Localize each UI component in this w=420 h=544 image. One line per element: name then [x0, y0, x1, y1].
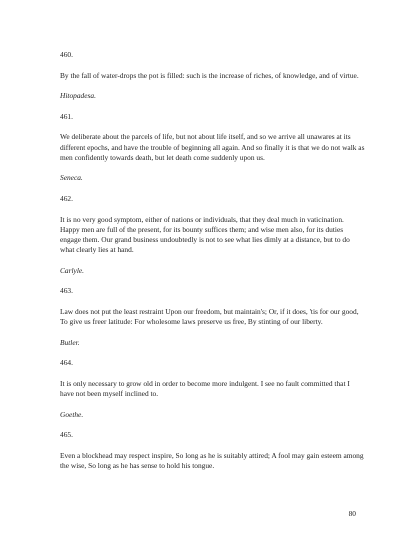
entry-number: 463. — [60, 286, 73, 296]
entry-quote: It is only necessary to grow old in order to become more indulgent. I see no fault committed that I have not been myself inclined to. — [60, 378, 350, 399]
entry-number: 460. — [60, 50, 73, 59]
entry-author: Seneca. — [60, 173, 83, 183]
page-number: 80 — [348, 509, 356, 518]
entry-author: Hitopadesa. — [60, 91, 96, 101]
entry-quote: We deliberate about the parcels of life, but not about life itself, and so we arrive all unawares at its different epochs, and have the trouble of beginning all again. And so finally it is that we do not walk as men confidently towards death, but let death come suddenly upon us. — [60, 132, 365, 162]
entry-number: 465. — [60, 430, 73, 440]
page-content — [60, 50, 365, 482]
entry-author: Carlyle. — [60, 265, 85, 275]
entry-author: Butler. — [60, 337, 80, 347]
entry-quote: Even a blockhead may respect inspire, So long as he is suitably attired; A fool may gain esteem among the wise, So long as he has sense to hold his tongue. — [60, 450, 364, 471]
entry-number: 461. — [60, 111, 73, 121]
entry-number: 462. — [60, 193, 73, 203]
entry-author: Goethe. — [60, 409, 84, 419]
entry-quote: By the fall of water-drops the pot is filled: such is the increase of riches, of knowledge, and of virtue. — [60, 70, 359, 80]
entry-quote: Law does not put the least restraint Upon our freedom, but maintain's; Or, if it does, 'tis for our good, To give us freer latitude: For wholesome laws preserve us free, By stinting of our liberty. — [60, 306, 359, 327]
entry-quote: It is no very good symptom, either of nations or individuals, that they deal much in vaticination. Happy men are full of the present, for its bounty suffices them; and wise men also, for its duties engage them. Our grand business undoubtedly is not to see what lies dimly at a distance, but to do what clearly lies at hand. — [60, 214, 350, 255]
entry-number: 464. — [60, 358, 73, 368]
